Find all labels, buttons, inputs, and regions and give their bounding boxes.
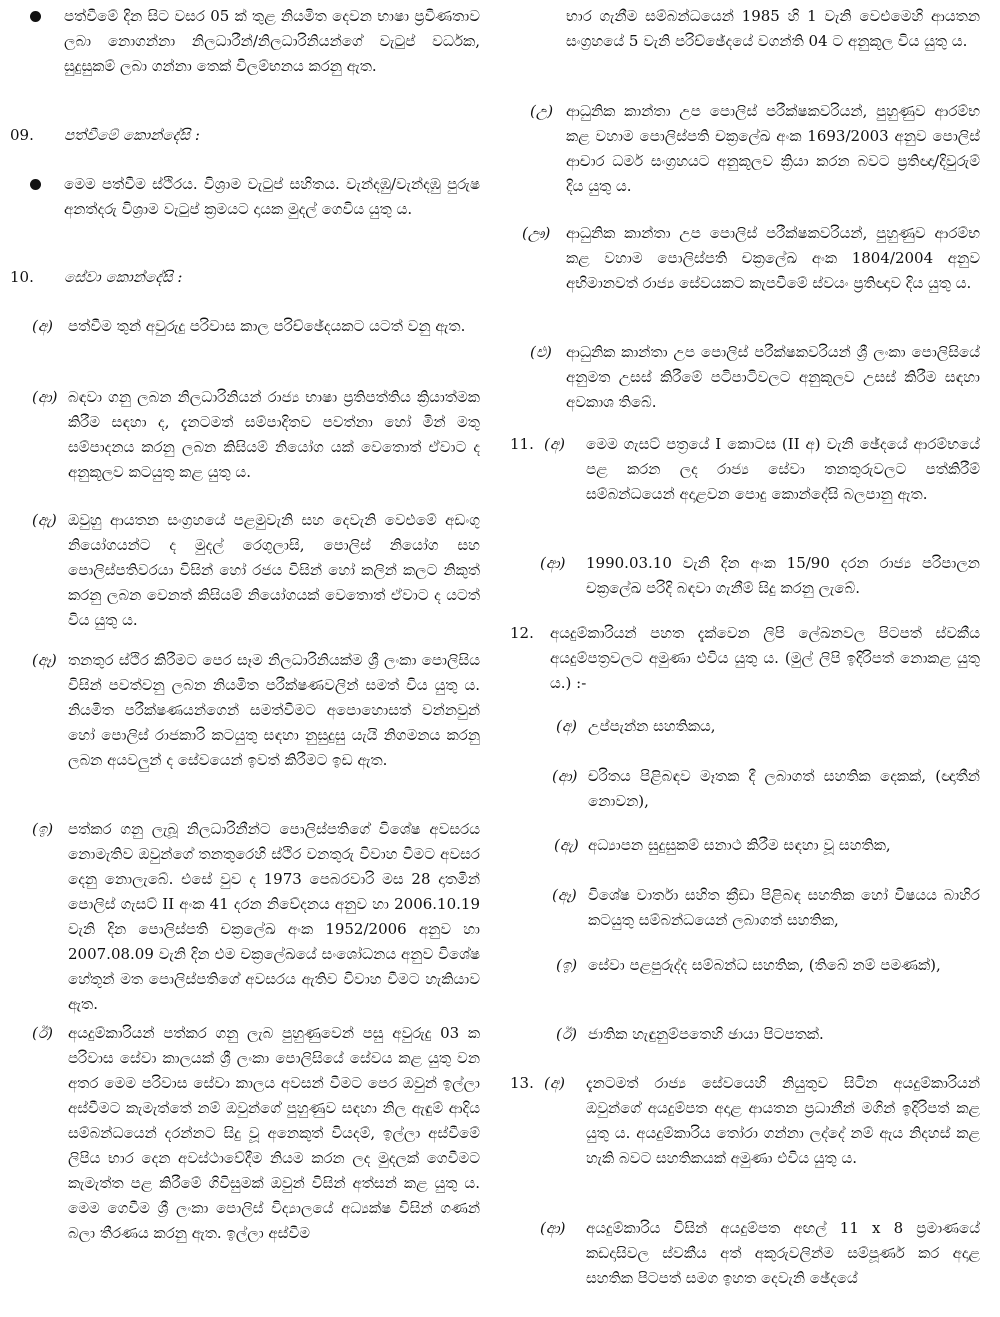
item-text: ආධුනික කාන්තා උප පොලිස් පරීක්ෂකවරියන් ශ්‍රී ලංකා පොලිසියේ අනුමත උසස් කිරීමේ පටිපාටිවලට අනුකූලව උසස් කිරීම සඳහා අවකාශ තිබේ. [566, 343, 980, 411]
item-label: (අ) [544, 1074, 565, 1092]
section-11-item [510, 432, 980, 507]
item-label: (අ) [544, 435, 565, 453]
item-label: (ඉ) [556, 956, 578, 974]
section-12-item [510, 953, 980, 978]
item-text: අයදුම්කාරියන් පත්කර ගනු ලැබ පුහුණුවෙන් පසු අවුරුදු 03 ක පරිවාස සේවා කාලයක් ශ්‍රී ලංකා පොලිසියේ සේවය කළ යුතු වන අතර මෙම පරිවාස සේවා කාලය අවසන් වීමට පෙර ඔවුන් ඉල්ලා අස්වීමට කැමැත්තේ නම් ඔවුන්ගේ පුහුණුව සඳහා නිල ඇඳුම් ආදිය සම්බන්ධයෙන් දරන්නට සිදු වූ අනෙකුත් වියදම්, ඉල්ලා අස්වීමේ ලිපිය භාර දෙන අවස්ථාවේදීම නියම කරන ලද මුදලක් ගෙවීමට කැමැත්ත පළ කිරීමේ ගිවිසුමක් ඔවුන් විසින් අත්සන් කළ යුතු ය. මෙම ගෙවීම ශ්‍රී ලංකා පොලිස් විද්‍යාලයේ අධ්‍යක්ෂ විසින් ගණන් බලා තීරණය කරනු ඇත. ඉල්ලා අස්වීම [68, 1024, 480, 1242]
section-12-item [510, 883, 980, 933]
item-label: (අ) [556, 717, 577, 735]
section-12-item [510, 833, 980, 858]
item-label: (ඊ) [556, 1025, 577, 1043]
item-text: උප්පැන්න සහතිකය, [588, 717, 716, 735]
item-label: (ඈ) [552, 886, 577, 904]
item-text: බඳවා ගනු ලබන නිලධාරිනියන් රාජ්‍ය භාෂා ප්‍රතිපත්තිය ක්‍රියාත්මක කිරීම සඳහා ද, දැනටමත් සම්පාදිතව පවත්නා හෝ මින් මතු සම්පාදනය කරනු ලබන කිසියම් නියෝග යක් වෙතොත් ඒවාට ද අනුකූලව කටයුතු කළ යුතු ය. [68, 388, 480, 481]
paragraph-text: භාර ගැනීම සම්බන්ධයෙන් 1985 හි 1 වැනි වෙළුමෙහි ආයතන සංග්‍රහයේ 5 වැනි පරිච්ඡේදයේ වගන්ති 04 ට අනුකූල විය යුතු ය. [566, 7, 980, 50]
item-text: මෙම ගැසට් පත්‍රයේ I කොටස (II අ) වැනි ඡේදයේ ආරම්භයේ පළ කරන ලද රාජ්‍ය සේවා තනතුරුවලට පත්කිරීම් සම්බන්ධයෙන් අදාළවන පොදු කොන්දේසි බලපානු ඇත. [586, 435, 980, 503]
section-10-item [10, 1021, 480, 1246]
section-10-item [10, 314, 480, 339]
item-label: (ඇ) [32, 511, 57, 529]
item-label: (ඈ) [32, 651, 57, 669]
item-text: චරිතය පිළිබඳව මෑතක දී ලබාගත් සහතික දෙකක්, (ඥාතීන් නොවන), [588, 767, 980, 810]
item-label: (ඌ) [522, 224, 551, 242]
item-text: පත්කර ගනු ලැබූ නිලධාරිනීන්ට පොලිස්පතිගේ විශේෂ අවසරය නොමැතිව ඔවුන්ගේ තනතුරෙහි ස්ථිර වනතුරු විවාහ වීමට අවසර දෙනු නොලැබේ. එසේ වුව ද 1973 පෙබරවාරි මස 28 දාතමින් පොලිස් ගැසට් II අංක 41 දරන නිවේදනය අනුව හා 2006.10.19 වැනි දින පොලිස්පති චක්‍රලේඛ අංක 1952/2006 අනුව හා 2007.08.09 වැනි දින එම චක්‍රලේඛයේ සංශෝධනය අනුව විශේෂ හේතූන් මත පොලිස්පතිගේ අවසරය ඇතිව විවාහ වීමට හැකියාව ඇත. [68, 820, 480, 1013]
section-10-item [510, 99, 980, 199]
paragraph-text: පත්වීමේ දින සිට වසර 05 ක් තුළ නියමිත දෙවන භාෂා ප්‍රවීණතාව ලබා නොගන්නා නිලධාරීන්/නිලධාරිනියන්ගේ වැටුප් වර්ධක, සුදුසුකම් ලබා ගන්නා තෙක් විලම්භනය කරනු ඇත. [64, 7, 480, 75]
item-text: අයදුම්කාරිය විසින් අයදුම්පත අඟල් 11 x 8 ප්‍රමාණයේ කඩදාසිවල ස්වකීය අත් අකුරුවලින්ම සම්පූර්ණ කර අදාළ සහතික පිටපත් සමග ඉහත දෙවැනි ඡේදයේ [586, 1219, 980, 1287]
section-title: පත්වීමේ කොන්දේසි : [64, 126, 200, 144]
section-number: 12. [510, 624, 534, 642]
bullet-appointment-permanent [10, 172, 480, 222]
section-12-item [510, 764, 980, 814]
item-label: (ඉ) [32, 820, 54, 838]
continuation-paragraph [510, 4, 980, 54]
bullet-salary-increment [10, 4, 480, 79]
section-title: සේවා කොන්දේසි : [64, 268, 183, 286]
paragraph-text: මෙම පත්වීම ස්ථිරය. විශ්‍රාම වැටුප් සහිතය. වැන්දඹු/වැන්දඹු පුරුෂ අනත්දරු විශ්‍රාම වැටුප් ක්‍රමයට දායක මුදල් ගෙවිය යුතු ය. [64, 175, 480, 218]
section-12-item [510, 1022, 980, 1047]
section-10-item [10, 817, 480, 1017]
item-text: පත්වීම තුන් අවුරුදු පරිවාස කාල පරිච්ඡේදයකට යටත් වනු ඇත. [68, 317, 466, 335]
section-12-item [510, 714, 980, 739]
section-13-item [510, 1071, 980, 1171]
paragraph-text: අයදුම්කාරියන් පහත දැක්වෙන ලිපි ලේඛනවල පිටපත් ස්වකීය අයදුම්පත්‍රවලට අමුණා එවිය යුතු ය. (මුල් ලිපි ඉදිරිපත් නොකළ යුතු ය.) :- [550, 624, 980, 692]
item-label: (අ) [32, 317, 53, 335]
item-text: ආධුනික කාන්තා උප පොලිස් පරීක්ෂකවරියන්, පුහුණුව ආරම්භ කළ වහාම පොලිස්පති චක්‍රලේඛ අංක 1804/2004 අනුව අභිමානවත් රාජ්‍ය සේවයකට කැපවීමේ ස්වයං ප්‍රතිඥාව දිය යුතු ය. [566, 224, 980, 292]
section-09-heading [10, 123, 480, 148]
item-label: (ආ) [540, 554, 566, 572]
item-text: 1990.03.10 වැනි දින අංක 15/90 දරන රාජ්‍ය පරිපාලන චක්‍රලේඛ පරිදි බඳවා ගැනීම් සිදු කරනු ලැබේ. [586, 554, 980, 597]
section-number: 10. [10, 268, 34, 286]
item-label: (එ) [530, 343, 552, 361]
item-text: ඔවුහු ආයතන සංග්‍රහයේ පළමුවැනි සහ දෙවැනි වෙළුමේ අඩංගු නියෝගයන්ට ද මුදල් රෙගුලාසි, පොලිස් නියෝග සහ පොලිස්පතිවරයා විසින් හෝ රජය විසින් හෝ කලින් කලට නිකුත් කරනු ලබන වෙනත් කිසියම් නියෝගයක් වෙතොත් ඒවාට ද යටත් විය යුතු ය. [68, 511, 480, 629]
section-13-item [510, 1216, 980, 1291]
item-text: අධ්‍යාපන සුදුසුකම් සනාථ කිරීම සඳහා වූ සහතික, [588, 836, 891, 854]
item-label: (ආ) [540, 1219, 566, 1237]
item-label: (ඊ) [32, 1024, 53, 1042]
item-text: ආධුනික කාන්තා උප පොලිස් පරීක්ෂකවරියන්, පුහුණුව ආරම්භ කළ වහාම පොලිස්පති චක්‍රලේඛ අංක 1693/2003 අනුව පොලිස් ආචාර ධර්ම සංග්‍රහයට අනුකූලව ක්‍රියා කරන බවට ප්‍රතිඥා/දිවුරුම් දිය යුතු ය. [566, 102, 980, 195]
section-10-item [10, 385, 480, 485]
item-text: තනතුර ස්ථිර කිරීමට පෙර සෑම නිලධාරිනියක්ම ශ්‍රී ලංකා පොලිසිය විසින් පවත්වනු ලබන නියමිත පරීක්ෂණවලින් සමත් විය යුතු ය. නියමිත පරීක්ෂණයන්ගෙන් සමත්වීමට අපොහොසත් වන්නවුන් හෝ පොලිස් රාජකාරි කටයුතු සඳහා නුසුදුසු යැයි නිගමනය කරනු ලබන අයවලුන් ද සේවයෙන් ඉවත් කිරීමට ඉඩ ඇත. [68, 651, 480, 769]
section-10-heading [10, 265, 480, 290]
section-number: 09. [10, 126, 34, 144]
section-10-item [10, 508, 480, 633]
item-text: දැනටමත් රාජ්‍ය සේවයෙහි නියුතුව සිටින අයදුම්කාරියන් ඔවුන්ගේ අයදුම්පත අදාළ ආයතන ප්‍රධානීන් මගින් ඉදිරිපත් කළ යුතු ය. අයදුම්කාරිය තෝරා ගන්නා ලද්දේ නම් ඇය නිදහස් කළ හැකි බවට සහතිකයක් අමුණා එවිය යුතු ය. [586, 1074, 980, 1167]
section-11-item [510, 551, 980, 601]
item-text: විශේෂ වාර්තා සහිත ක්‍රීඩා පිළිබඳ සහතික හෝ විෂයය බාහිර කටයුතු සම්බන්ධයෙන් ලබාගත් සහතික, [588, 886, 980, 929]
bullet-icon [30, 179, 41, 190]
bullet-icon [30, 11, 41, 22]
item-label: (ආ) [552, 767, 578, 785]
section-10-item [510, 340, 980, 415]
item-text: සේවා පළපුරුද්ද සම්බන්ධ සහතික, (තිබේ නම් පමණක්), [588, 956, 941, 974]
item-text: ජාතික හැඳුනුම්පතෙහි ඡායා පිටපතක්. [588, 1025, 824, 1043]
item-label: (ඇ) [554, 836, 579, 854]
section-number: 11. [510, 435, 534, 453]
item-label: (ආ) [32, 388, 58, 406]
item-label: (උ) [530, 102, 554, 120]
section-12-intro [510, 621, 980, 696]
section-number: 13. [510, 1074, 534, 1092]
section-10-item [10, 648, 480, 773]
section-10-item [510, 221, 980, 296]
